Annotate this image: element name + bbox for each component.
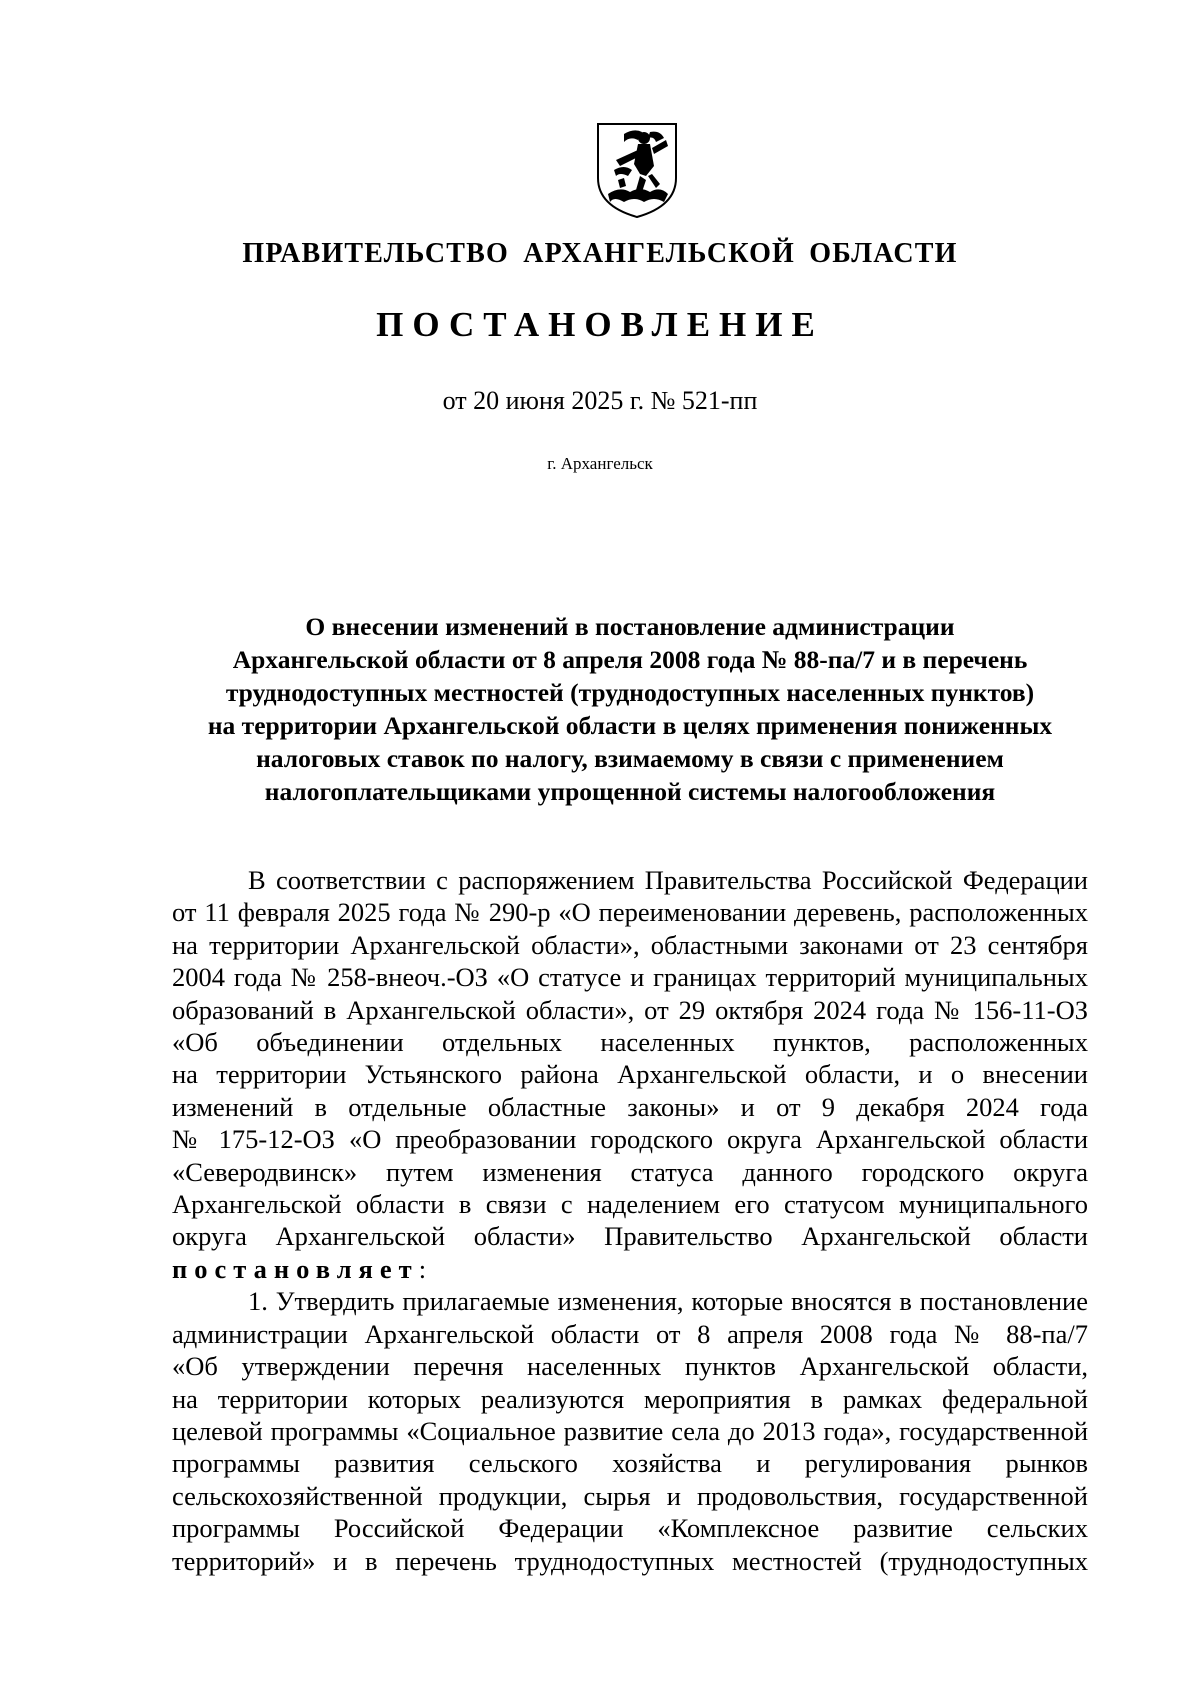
body-line: программы Российской Федерации «Комплексное развитие сельских: [172, 1513, 1088, 1544]
body-line: территорий» и в перечень труднодоступных местностей (труднодоступных: [172, 1545, 1088, 1576]
coat-of-arms-icon: [594, 120, 680, 220]
body-line: администрации Архангельской области от 8 апреля 2008 года № 88-па/7: [172, 1318, 1088, 1349]
body-line: изменений в отдельные областные законы» и от 9 декабря 2024 года: [172, 1091, 1088, 1122]
subject-line: Архангельской области от 8 апреля 2008 года № 88-па/7 и в перечень: [232, 645, 1028, 674]
subject-line: труднодоступных местностей (труднодоступных населенных пунктов): [225, 678, 1035, 707]
resolves-word: постановляет: [172, 1253, 419, 1284]
body-line: «Северодвинск» путем изменения статуса данного городского округа: [172, 1156, 1088, 1187]
document-subject: [170, 610, 1090, 808]
body-line: 1. Утвердить прилагаемые изменения, которые вносятся в постановление: [248, 1286, 1088, 1317]
resolves-line: [172, 1253, 1088, 1285]
body-line: на территории Архангельской области», областными законами от 23 сентября: [172, 929, 1088, 960]
body-line: «Об объединении отдельных населенных пунктов, расположенных: [172, 1027, 1088, 1058]
government-title: ПРАВИТЕЛЬСТВО АРХАНГЕЛЬСКОЙ ОБЛАСТИ: [242, 238, 958, 269]
subject-line: на территории Архангельской области в целях применения пониженных: [207, 711, 1053, 740]
body-line: округа Архангельской области» Правительство Архангельской области: [172, 1221, 1088, 1252]
document-date-number: от 20 июня 2025 г. № 521-пп: [442, 386, 758, 415]
body-line: В соответствии с распоряжением Правительства Российской Федерации: [248, 865, 1088, 895]
resolves-colon: :: [418, 1253, 427, 1284]
subject-line: О внесении изменений в постановление администрации: [305, 612, 955, 641]
document-city: г. Архангельск: [547, 454, 653, 473]
body-line: от 11 февраля 2025 года № 290-р «О переименовании деревень, расположенных: [172, 897, 1088, 928]
body-line: на территории которых реализуются мероприятия в рамках федеральной: [172, 1383, 1088, 1414]
body-line: 2004 года № 258-внеоч.-ОЗ «О статусе и границах территорий муниципальных: [172, 962, 1088, 993]
body-line: целевой программы «Социальное развитие села до 2013 года», государственной: [172, 1415, 1088, 1446]
document-body: [172, 864, 1088, 1577]
body-line: «Об утверждении перечня населенных пунктов Архангельской области,: [172, 1351, 1088, 1382]
body-line: образований в Архангельской области», от 29 октября 2024 года № 156-11-ОЗ: [172, 994, 1088, 1025]
document-type-heading: ПОСТАНОВЛЕНИЕ: [376, 305, 824, 344]
body-line: № 175-12-ОЗ «О преобразовании городского округа Архангельской области: [172, 1124, 1088, 1155]
body-line: сельскохозяйственной продукции, сырья и продовольствия, государственной: [172, 1480, 1088, 1511]
subject-line: налоговых ставок по налогу, взимаемому в связи с применением: [256, 744, 1004, 773]
body-line: Архангельской области в связи с наделением его статусом муниципального: [172, 1189, 1088, 1220]
body-line: программы развития сельского хозяйства и регулирования рынков: [172, 1448, 1088, 1479]
subject-line: налогоплательщиками упрощенной системы налогообложения: [264, 777, 996, 806]
body-line: на территории Устьянского района Архангельской области, и о внесении: [172, 1059, 1088, 1090]
